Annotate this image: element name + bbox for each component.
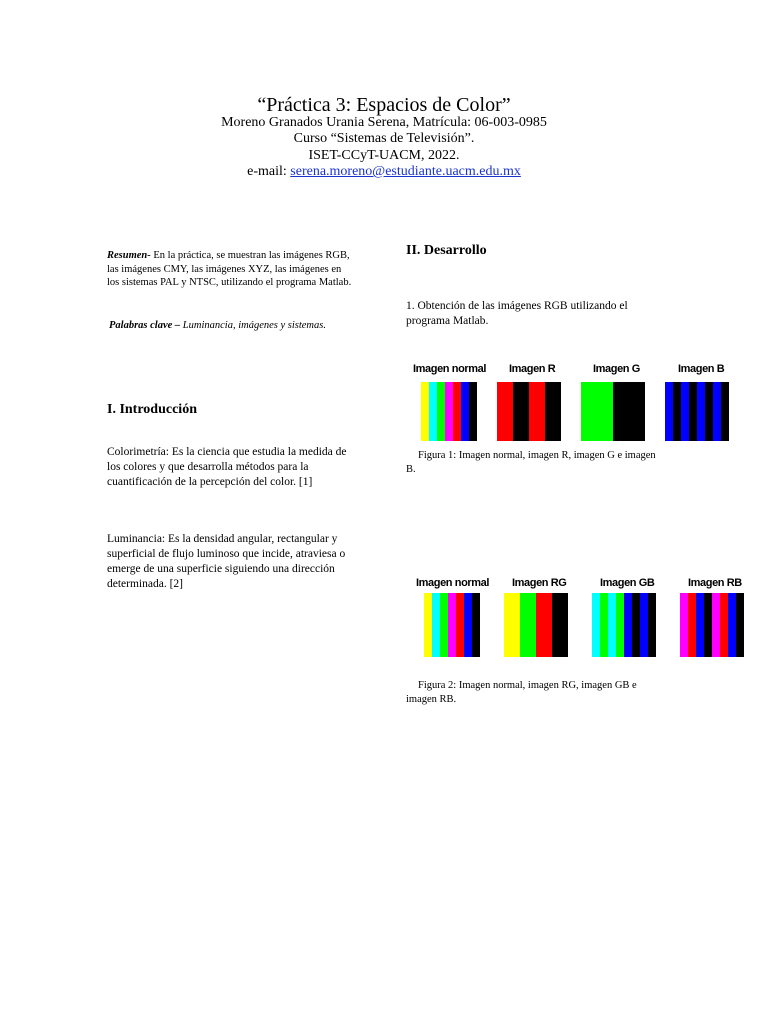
color-bar — [529, 382, 537, 441]
figure-1-panel-b — [665, 382, 729, 441]
figure-1-label-b: Imagen B — [678, 363, 725, 375]
figure-2-label-gb: Imagen GB — [600, 577, 655, 589]
color-bar — [437, 382, 445, 441]
color-bar — [544, 593, 552, 657]
color-bar — [673, 382, 681, 441]
email-line — [0, 164, 768, 179]
color-bar — [624, 593, 632, 657]
figure-1-label-normal: Imagen normal — [413, 363, 487, 375]
figure-2-label-normal: Imagen normal — [416, 577, 490, 589]
color-bar — [721, 382, 729, 441]
color-bar — [665, 382, 673, 441]
intro-paragraph-luminancia: Luminancia: Es la densidad angular, rectangular y superficial de flujo luminoso que incide, atraviesa o emerge de una superficie siguiendo una dirección determinada. [2] — [107, 533, 346, 590]
color-bar — [421, 382, 429, 441]
color-bar — [597, 382, 605, 441]
color-bar — [537, 382, 545, 441]
color-bar — [416, 593, 424, 657]
abstract-label: Resumen- — [107, 250, 151, 261]
color-bar — [581, 382, 589, 441]
color-bar — [713, 382, 721, 441]
figure-1-caption: Figura 1: Imagen normal, imagen R, imagen G e imagen B. — [406, 450, 656, 475]
figure-2-panel-rg — [504, 593, 568, 657]
keywords-text: Luminancia, imágenes y sistemas. — [180, 320, 326, 331]
color-bar — [521, 382, 529, 441]
color-bar — [464, 593, 472, 657]
color-bar — [512, 593, 520, 657]
color-bar — [592, 593, 600, 657]
figure-1-label-g: Imagen G — [593, 363, 640, 375]
color-bar — [461, 382, 469, 441]
figure-2-label-rg: Imagen RG — [512, 577, 567, 589]
color-bar — [697, 382, 705, 441]
figure-2-panel-rb — [680, 593, 744, 657]
author-line: Moreno Granados Urania Serena, Matrícula: 06-003-0985 — [221, 115, 547, 130]
color-bar — [600, 593, 608, 657]
color-bar — [616, 593, 624, 657]
color-bar — [696, 593, 704, 657]
intro-heading: I. Introducción — [107, 402, 197, 417]
color-bar — [552, 593, 560, 657]
color-bar — [689, 382, 697, 441]
color-bar — [553, 382, 561, 441]
figure-1-label-r: Imagen R — [509, 363, 556, 375]
color-bar — [469, 382, 477, 441]
color-bar — [712, 593, 720, 657]
color-bar — [605, 382, 613, 441]
color-bar — [448, 593, 456, 657]
color-bar — [705, 382, 713, 441]
color-bar — [589, 382, 597, 441]
color-bar — [720, 593, 728, 657]
keywords-label: Palabras clave – — [109, 320, 181, 331]
color-bar — [505, 382, 513, 441]
document-title: “Práctica 3: Espacios de Color” — [257, 94, 511, 116]
figure-2-panel-normal — [416, 593, 480, 657]
color-bar — [648, 593, 656, 657]
desarrollo-heading: II. Desarrollo — [406, 243, 487, 258]
figure-2-caption: Figura 2: Imagen normal, imagen RG, imagen GB e imagen RB. — [406, 680, 637, 705]
color-bar — [728, 593, 736, 657]
color-bar — [497, 382, 505, 441]
email-link[interactable]: serena.moreno@estudiante.uacm.edu.mx — [290, 164, 521, 179]
color-bar — [424, 593, 432, 657]
color-bar — [545, 382, 553, 441]
color-bar — [536, 593, 544, 657]
color-bar — [680, 593, 688, 657]
color-bar — [621, 382, 629, 441]
institution-line: ISET-CCyT-UACM, 2022. — [308, 148, 460, 163]
color-bar — [472, 593, 480, 657]
keywords — [109, 319, 369, 333]
course-line: Curso “Sistemas de Televisión”. — [293, 131, 475, 146]
color-bar — [688, 593, 696, 657]
color-bar — [560, 593, 568, 657]
color-bar — [440, 593, 448, 657]
intro-paragraph-colorimetria: Colorimetría: Es la ciencia que estudia la medida de los colores y que desarrolla métodos para la cuantificación de la percepción del color. [1] — [107, 446, 347, 488]
email-prefix: e-mail: — [247, 164, 291, 179]
figure-1-panel-g — [581, 382, 645, 441]
color-bar — [513, 382, 521, 441]
figure-2-label-rb: Imagen RB — [688, 577, 742, 589]
color-bar — [608, 593, 616, 657]
abstract — [107, 249, 355, 290]
color-bar — [456, 593, 464, 657]
figure-2-panel-gb — [592, 593, 656, 657]
desarrollo-step-1: 1. Obtención de las imágenes RGB utilizando el programa Matlab. — [406, 300, 628, 327]
color-bar — [632, 593, 640, 657]
color-bar — [629, 382, 637, 441]
color-bar — [504, 593, 512, 657]
color-bar — [429, 382, 437, 441]
figure-1-panel-normal — [413, 382, 477, 441]
color-bar — [432, 593, 440, 657]
color-bar — [413, 382, 421, 441]
color-bar — [640, 593, 648, 657]
color-bar — [520, 593, 528, 657]
color-bar — [681, 382, 689, 441]
color-bar — [445, 382, 453, 441]
color-bar — [528, 593, 536, 657]
color-bar — [453, 382, 461, 441]
color-bar — [637, 382, 645, 441]
figure-1-panel-r — [497, 382, 561, 441]
color-bar — [613, 382, 621, 441]
abstract-text: En la práctica, se muestran las imágenes RGB, las imágenes CMY, las imágenes XYZ, las imágenes en los sistemas PAL y NTSC, utilizando el programa Matlab. — [107, 250, 352, 288]
color-bar — [736, 593, 744, 657]
color-bar — [704, 593, 712, 657]
